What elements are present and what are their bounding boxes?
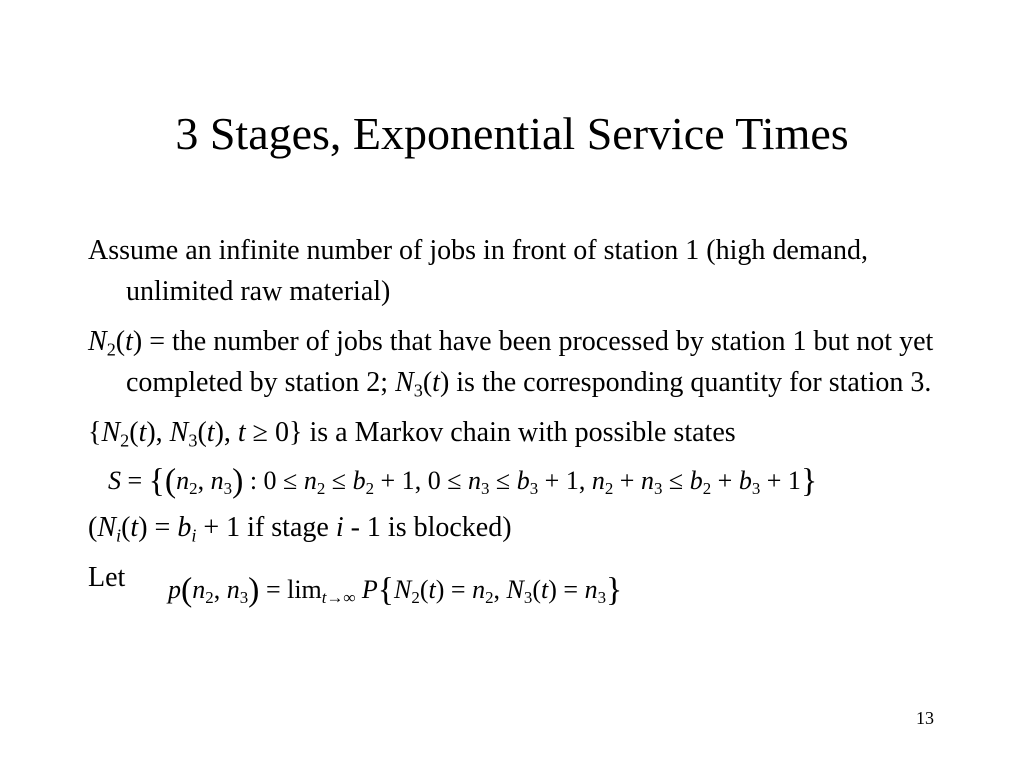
var-b: b [177, 511, 192, 543]
equals: = [556, 574, 585, 604]
paren-close: ) [132, 326, 143, 357]
slide-body [88, 230, 948, 617]
sub-3: 3 [529, 479, 539, 499]
sub-3: 3 [597, 587, 607, 607]
paren-close: ) [439, 367, 450, 398]
sub-3: 3 [480, 479, 490, 499]
blocked-text: + 1 if stage [196, 511, 336, 543]
sub-2: 2 [411, 587, 420, 607]
var-t: t [130, 511, 139, 543]
equals: ) = [138, 511, 178, 543]
var-N: N [101, 417, 121, 448]
var-b: b [516, 466, 530, 495]
sub-3: 3 [523, 587, 533, 607]
le: ≤ [325, 466, 353, 495]
let-definition [88, 557, 948, 617]
sub-2: 2 [205, 587, 214, 607]
sub-2: 2 [604, 479, 614, 499]
var-t: t [125, 326, 133, 357]
var-p: p [168, 574, 181, 604]
lim-subscript: t→∞ [321, 587, 356, 607]
var-t: t [428, 574, 436, 604]
sub-3: 3 [751, 479, 761, 499]
var-N3: N [395, 367, 414, 398]
let-label: Let [88, 561, 126, 593]
bullet-assumption: Assume an infinite number of jobs in front of station 1 (high demand, unlimited raw material) [88, 235, 868, 307]
var-n: n [640, 466, 654, 495]
definition-text: = the number of jobs that have been processed by station 1 but not yet completed by station 2; [126, 326, 934, 398]
var-b: b [689, 466, 703, 495]
var-t: t [541, 574, 549, 604]
var-N: N [88, 326, 107, 357]
bullet-markov-chain: {$N_2(t)$, $N_3(t)$, t ≥ 0} is a Markov chain with possible states [88, 417, 736, 451]
plus: + [613, 466, 641, 495]
var-N: N [169, 417, 189, 448]
sub-3: 3 [653, 479, 663, 499]
var-P: P [361, 574, 378, 604]
slide-title: 3 Stages, Exponential Service Times [175, 108, 849, 159]
condition: ≥ 0} [245, 417, 303, 448]
sub-3: 3 [239, 587, 249, 607]
var-b: b [352, 466, 366, 495]
var-b: b [738, 466, 752, 495]
le: ≤ [662, 466, 690, 495]
plus: + [711, 466, 739, 495]
subscript-2: 2 [120, 430, 130, 451]
var-t: t [138, 417, 147, 448]
plus-one: + 1 [760, 466, 801, 495]
subscript-3: 3 [413, 380, 423, 401]
sub-2: 2 [189, 479, 198, 499]
equals: = [259, 574, 288, 604]
var-i: i [335, 511, 344, 543]
var-N: N [394, 574, 412, 604]
sub-3: 3 [223, 479, 233, 499]
probability-formula: $p(n_2$, $n_3) = \lim_{t\to\infty} P\{N_2(t) = n_2$, $N_3(t) = n_3$} [168, 571, 623, 609]
var-n: n [584, 574, 598, 604]
var-N: N [97, 511, 117, 543]
blocked-text-2: - 1 is blocked) [343, 511, 512, 543]
var-n: n [210, 466, 224, 495]
var-n: n [591, 466, 605, 495]
brace-open: { [88, 417, 102, 448]
subscript-2: 2 [106, 339, 116, 360]
paren-open: ( [88, 511, 98, 543]
sub-2: 2 [316, 479, 326, 499]
var-n: n [303, 466, 317, 495]
var-t: t [237, 417, 246, 448]
subscript-i: i [116, 525, 122, 546]
var-t: t [432, 367, 440, 398]
comma: , [578, 466, 592, 495]
var-n: n [176, 466, 190, 495]
var-n: n [472, 574, 486, 604]
var-n: n [467, 466, 481, 495]
var-t: t [206, 417, 215, 448]
var-N: N [506, 574, 524, 604]
sub-2: 2 [702, 479, 712, 499]
colon-cond: : 0 ≤ [243, 466, 304, 495]
definition-text-2: is the corresponding quantity for station 3. [449, 367, 932, 398]
equals: = [121, 466, 149, 495]
subscript-i: i [191, 525, 197, 546]
page-number: 13 [916, 708, 934, 728]
var-n: n [192, 574, 206, 604]
paren-open: ( [115, 326, 126, 357]
markov-text: is a Markov chain with possible states [302, 417, 736, 448]
state-space-formula: $S = \{(n_2$, $n_3$) : $0 \le n_2 \le b_2 + 1$, $0 \le n_3 \le b_3 + 1$, $n_2 + n_3 \le b_2 + b_3 + 1$} [108, 462, 818, 500]
bullet-blocked-note: ($N_i(t) = b_i + 1$ if stage i - 1 is blocked) [88, 511, 512, 546]
lim-operator: lim [287, 574, 322, 604]
equals: = [444, 574, 473, 604]
plus-one: + 1 [374, 466, 415, 495]
subscript-3: 3 [188, 430, 198, 451]
var-S: S [108, 466, 121, 495]
plus-one: + 1 [538, 466, 579, 495]
paren-open: ( [422, 367, 433, 398]
le: ≤ [489, 466, 517, 495]
sub-2: 2 [365, 479, 375, 499]
var-n: n [226, 574, 240, 604]
bullet-n2-definition [88, 321, 948, 403]
sub-2: 2 [485, 587, 494, 607]
